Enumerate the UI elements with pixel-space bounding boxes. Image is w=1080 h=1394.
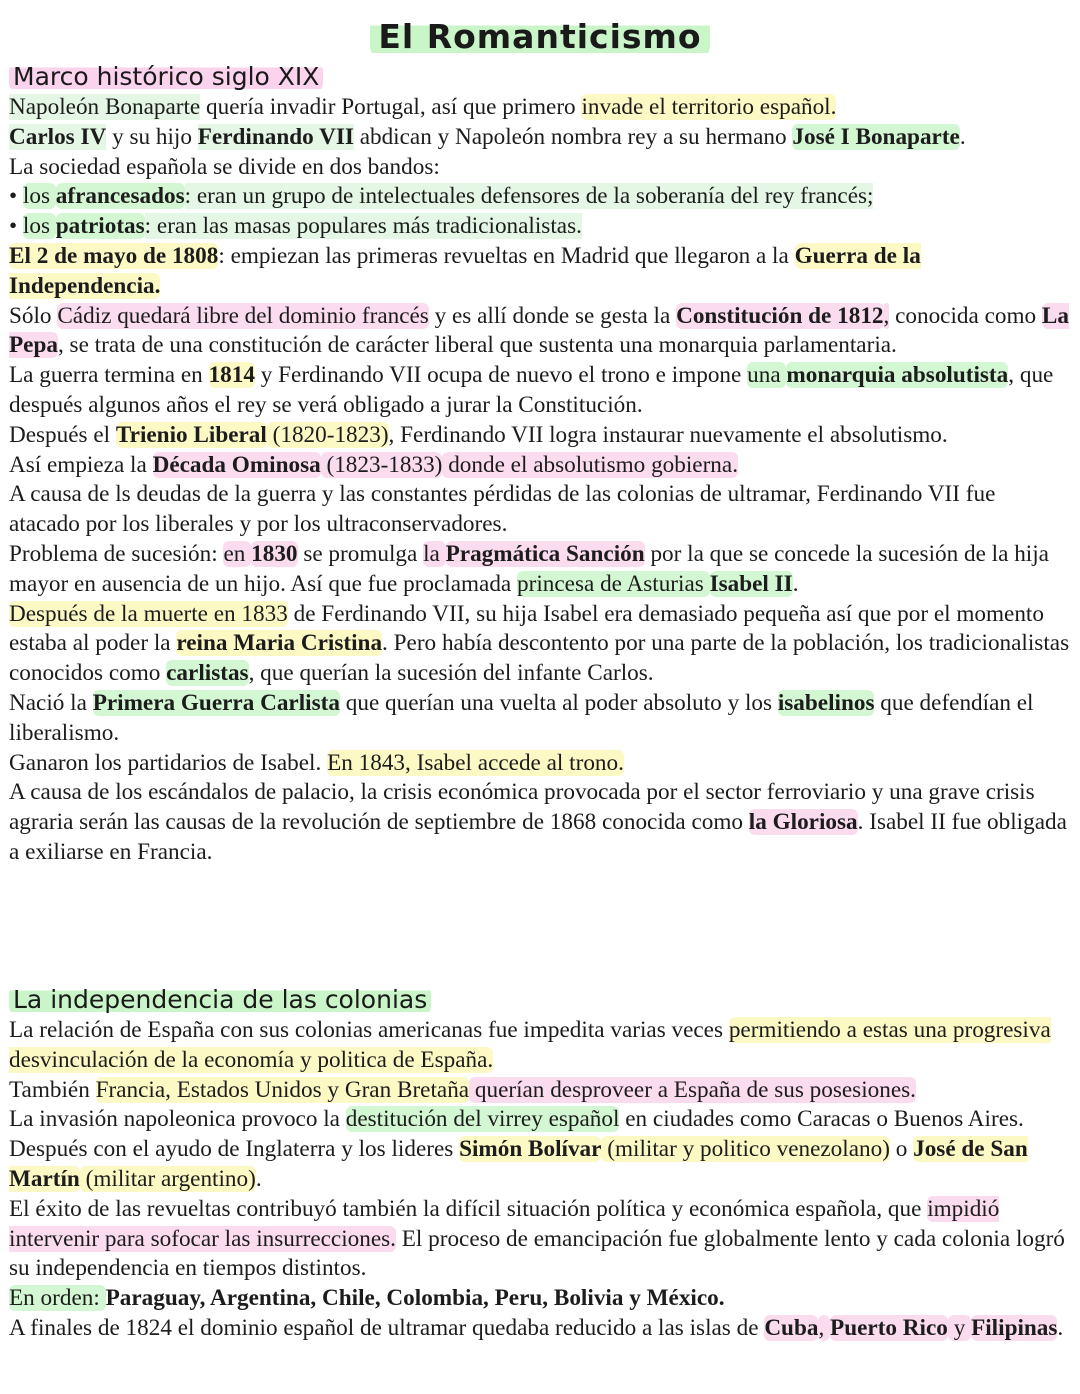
bold-span: Ferdinando VII (197, 123, 354, 150)
bold-span: Cuba (764, 1314, 819, 1341)
text-span: la (423, 540, 446, 567)
bold-span: la Gloriosa (748, 809, 858, 836)
text-span: (1823-1833) (320, 451, 443, 478)
paragraph (9, 778, 1071, 867)
text-span: A finales de 1824 el dominio español de ultramar quedaba reducido a las islas de (9, 1314, 765, 1341)
text-span: los (22, 183, 56, 210)
bold-span: monarquia absolutista (786, 362, 1009, 389)
section-independencia-colonias (9, 984, 1071, 1344)
text-span: , se trata de una constitución de carácter liberal que sustenta una monarquia parlamentaria. (57, 332, 897, 359)
text-span: . (255, 1165, 262, 1192)
text-span: abdican y Napoleón nombra rey a su hermano (353, 123, 793, 150)
text-span: Nació la (9, 689, 93, 716)
text-span: en (223, 540, 252, 567)
paragraph (9, 600, 1071, 689)
text-span: El proceso de emancipación fue globalmente lento y cada colonia logró su independencia en tiempos distintos. (9, 1225, 1065, 1282)
text-span: princesa de Asturias (517, 570, 710, 597)
bold-span: isabelinos (777, 689, 875, 716)
paragraph (9, 421, 1071, 451)
text-span: Francia, Estados Unidos y Gran Bretaña (95, 1076, 470, 1103)
text-span: y Ferdinando VII ocupa de nuevo el trono e impone (254, 362, 748, 389)
paragraph (9, 1076, 1071, 1106)
text-span: (militar argentino) (79, 1165, 256, 1192)
text-span: destitución del virrey español (345, 1106, 620, 1133)
paragraph (9, 361, 1071, 421)
text-span: de Ferdinando VII, su hija Isabel era demasiado pequeña así que por el momento estaba al poder la (9, 600, 1044, 657)
paragraph (9, 1016, 1071, 1076)
text-span: que defendían el liberalismo. (9, 689, 1034, 746)
paragraph (9, 242, 1071, 302)
text-span: Ganaron los partidarios de Isabel. (9, 749, 328, 776)
text-span: Así empieza la (9, 451, 153, 478)
bold-span: Guerra de la Independencia. (9, 242, 921, 299)
text-span: Después el (9, 421, 116, 448)
section-heading-independencia: La independencia de las colonias (9, 984, 431, 1016)
text-span: quería invadir Portugal, así que primero (200, 94, 582, 120)
text-span: . (1057, 1314, 1064, 1341)
bold-span: José I Bonaparte (792, 123, 960, 150)
text-span: Cádiz quedará libre del dominio francés (57, 302, 429, 329)
text-span: , Ferdinando VII logra instaurar nuevamente el absolutismo. (388, 421, 948, 448)
text-span: : eran un grupo de intelectuales defensores de la soberanía del rey francés; (184, 183, 874, 210)
text-span: : eran las masas populares más tradicionalistas. (144, 213, 582, 240)
paragraph (9, 93, 1071, 123)
paragraph (9, 451, 1071, 481)
text-span: conocida como (889, 302, 1042, 329)
paragraph (9, 1105, 1071, 1194)
text-span: Napoleón Bonaparte (9, 94, 201, 120)
text-span: querían desproveer a España de sus posesiones. (469, 1076, 916, 1103)
bold-span: La Pepa (9, 302, 1069, 359)
text-span: : empiezan las primeras revueltas en Madrid que llegaron a la (218, 242, 795, 269)
text-span: se promulga (297, 540, 424, 567)
text-span: (militar y politico venezolano) (601, 1136, 890, 1163)
bold-span: Pragmática Sanción (445, 540, 645, 567)
paragraph: La sociedad española se divide en dos bandos: (9, 153, 440, 180)
bold-span: Isabel II (709, 570, 793, 597)
text-span: El éxito de las revueltas contribuyó también la difícil situación política y económica española, que (9, 1195, 928, 1222)
text-span: y (947, 1314, 972, 1341)
text-span: Problema de sucesión: (9, 540, 224, 567)
paragraph: A causa de ls deudas de la guerra y las constantes pérdidas de las colonias de ultramar, Ferdinando VII fue atacado por los liberales y por los ultraconservadores. (9, 481, 996, 538)
paragraph (9, 1314, 1071, 1344)
text-span: en ciudades como Caracas o Buenos Aires. Después con el ayudo de Inglaterra y los lideres (9, 1106, 1024, 1163)
text-span: La guerra termina en (9, 362, 209, 389)
paragraph (9, 123, 1071, 153)
bold-span: 1814 (208, 362, 255, 389)
paragraph (9, 1284, 1071, 1314)
text-span: La invasión napoleonica provoco la (9, 1106, 346, 1133)
text-span: una (747, 362, 787, 389)
text-span: invade el territorio español. (581, 94, 837, 120)
text-span: La relación de España con sus colonias americanas fue impedita varias veces (9, 1017, 729, 1043)
text-span: , (883, 302, 890, 329)
text-span: impidió intervenir para sofocar las insurrecciones. (9, 1195, 1000, 1252)
text-span: . Isabel II fue obligada a exiliarse en Francia. (9, 809, 1067, 865)
bold-span: Década Ominosa (152, 451, 321, 478)
paragraph (9, 302, 1071, 362)
text-span: . Pero había descontento por una parte de la población, los tradicionalistas conocidos como (9, 630, 1070, 687)
bullet-glyph: • (9, 183, 23, 210)
bold-span: Primera Guerra Carlista (92, 689, 340, 716)
bold-span: afrancesados (55, 183, 185, 210)
bold-span: Paraguay, Argentina, Chile, Colombia, Peru, Bolivia y México. (105, 1285, 725, 1312)
section-heading-marco-historico: Marco histórico siglo XIX (9, 61, 323, 93)
text-span: En orden: (9, 1285, 106, 1312)
text-span: Después de la muerte en 1833 (9, 600, 288, 627)
text-span: . (959, 123, 966, 150)
text-span: También (9, 1076, 96, 1103)
bold-span: patriotas (55, 213, 145, 240)
text-span: , que después algunos años el rey se verá obligado a jurar la Constitución. (9, 362, 1054, 418)
text-span: por la que se concede la sucesión de la hija mayor en ausencia de un hijo. Así que fue proclamada (9, 540, 1049, 597)
bold-span: Carlos IV (9, 123, 107, 150)
bold-span: Constitución de 1812 (676, 302, 884, 329)
paragraph (9, 1195, 1071, 1284)
page-title: El Romanticismo (370, 14, 709, 60)
bold-span: Puerto Rico (830, 1314, 948, 1341)
bullet-item (9, 212, 1071, 242)
text-span: que querían una vuelta al poder absoluto y los (339, 689, 778, 716)
bold-span: 1830 (251, 540, 298, 567)
text-span: permitiendo a estas una progresiva desvinculación de la economía y politica de España. (9, 1017, 1051, 1073)
paragraph (9, 540, 1071, 600)
bullet-glyph: • (9, 213, 23, 240)
text-span: En 1843, Isabel accede al trono. (327, 749, 624, 776)
text-span: y es allí donde se gesta la (428, 302, 677, 329)
bold-span: Trienio Liberal (115, 421, 267, 448)
text-span: (1820-1823) (266, 421, 389, 448)
bold-span: carlistas (166, 660, 249, 687)
text-span: , que querían la sucesión del infante Carlos. (248, 660, 654, 687)
bullet-item (9, 182, 1071, 212)
text-span: los (22, 213, 56, 240)
paragraph (9, 689, 1071, 749)
text-span: A causa de los escándalos de palacio, la crisis económica provocada por el sector ferroviario y una grave crisis agraria serán las causas de la revolución de septiembre de 1868 conocida como (9, 779, 1035, 836)
paragraph (9, 749, 1071, 779)
text-span: . (792, 570, 799, 597)
bold-span: Filipinas (971, 1314, 1058, 1341)
bold-span: Simón Bolívar (459, 1136, 602, 1163)
bold-span: reina Maria Cristina (176, 630, 383, 657)
text-span: donde el absolutismo gobierna. (442, 451, 738, 478)
text-span: Sólo (9, 302, 58, 329)
text-span: y su hijo (106, 123, 198, 150)
bold-span: El 2 de mayo de 1808 (9, 242, 219, 269)
bold-span: José de San Martín (9, 1136, 1028, 1192)
text-span: o (889, 1136, 914, 1163)
section-marco-historico (9, 61, 1071, 868)
title-wrapper (0, 14, 1080, 60)
text-span: , (818, 1314, 831, 1341)
